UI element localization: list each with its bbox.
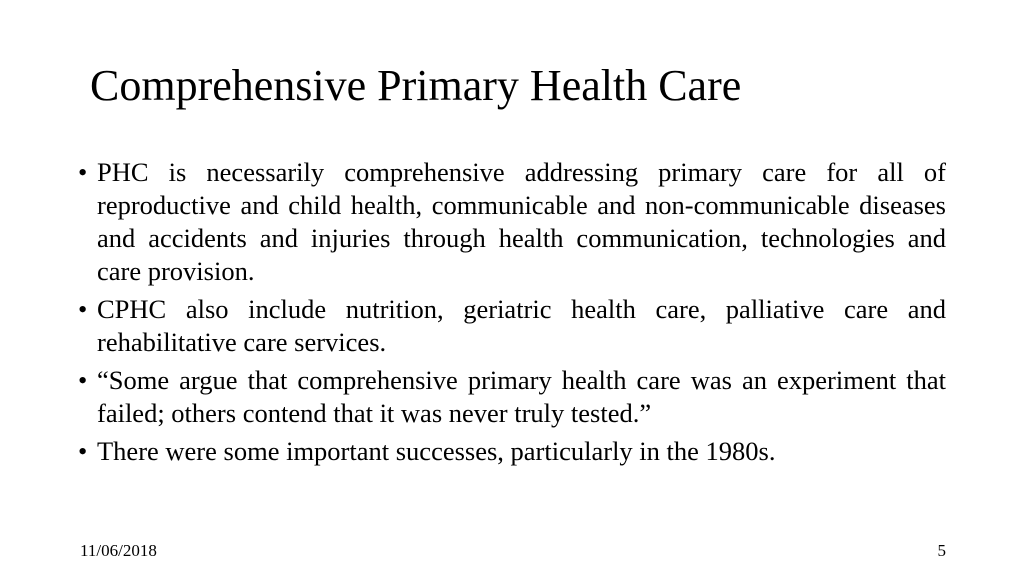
- bullet-dot-icon: •: [78, 365, 88, 395]
- slide-title: Comprehensive Primary Health Care: [90, 61, 742, 110]
- bullet-item: [78, 293, 946, 359]
- bullet-text: There were some important successes, particularly in the 1980s.: [97, 436, 776, 466]
- page-number: 5: [937, 541, 946, 560]
- bullet-text: “Some argue that comprehensive primary health care was an experiment that failed; others contend that it was never truly tested.”: [97, 365, 946, 428]
- bullet-item: [78, 156, 946, 288]
- bullet-item: [78, 435, 946, 468]
- bullet-dot-icon: •: [78, 294, 88, 324]
- bullet-text: CPHC also include nutrition, geriatric health care, palliative care and rehabilitative care services.: [97, 294, 946, 357]
- footer-date: 11/06/2018: [80, 541, 157, 560]
- bullet-dot-icon: •: [78, 436, 88, 466]
- bullet-item: [78, 364, 946, 430]
- bullet-list: [78, 156, 946, 473]
- bullet-text: PHC is necessarily comprehensive addressing primary care for all of reproductive and child health, communicable and non-communicable diseases and accidents and injuries through health communication, technologies and care provision.: [97, 157, 946, 286]
- bullet-dot-icon: •: [78, 157, 88, 187]
